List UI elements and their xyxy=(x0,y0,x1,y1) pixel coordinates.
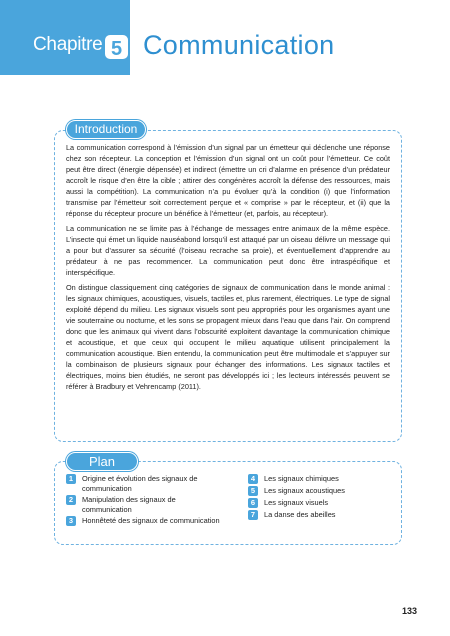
plan-number-badge: 7 xyxy=(248,510,258,520)
plan-item xyxy=(66,495,226,514)
plan-item-label: Les signaux visuels xyxy=(264,498,329,507)
introduction-paragraph: On distingue classiquement cinq catégories de signaux de communication dans le monde animal : les signaux chimiques, acoustiques, visuels, tactiles et, plus rarement, électriques. Le type de signal exploité dépend du milieu. Les signaux visuels sont peu appropriés pour les organismes ayant une vie souterraine ou nocturne, et les sons se propagent mieux dans l’eau que dans l’air. On comprend donc que les animaux qui vivent dans l’obscurité exploitent davantage la communication chimique et acoustique, et que ceux qui occupent le milieu aquatique utilisent principalement la communication acoustique. Bien entendu, la communication peut être multimodale et s’appuyer sur la combinaison de plusieurs signaux pour échanger des informations. Les signaux tactiles et électriques, moins bien étudiés, ne seront pas développés ici ; les lecteurs intéressés peuvent se référer à Bradbury et Vehrencamp (2011). xyxy=(66,283,390,391)
introduction-paragraph: La communication correspond à l’émission d’un signal par un émetteur qui déclenche une réponse chez son récepteur. La conception et l’émission d’un signal ont un coût pour l’émetteur. Ce coût peut être direct (énergie dépensée) et indirect (émettre un cri d’alarme en présence d’un prédateur accroît le risque d’en être la cible ; attirer des congénères accroît la défense des ressources, mais aussi la compétition). La communication n’a pu évoluer qu’à la condition (i) que l’information transmise par l’émetteur soit correctement perçue et « comprise » par le récepteur, et (ii) que la réponse du récepteur procure un bénéfice à l’émetteur (et, parfois, au récepteur). xyxy=(66,143,390,218)
introduction-paragraph: La communication ne se limite pas à l’échange de messages entre animaux de la même espèce. L’insecte qui émet un liquide nauséabond lorsqu’il est attaqué par un oiseau délivre un message qui a pour but d’assurer sa sécurité (l’oiseau recrache sa proie), et éventuellement d’apprendre au prédateur à ne pas recommencer. La communication peut donc être intraspécifique et interspécifique. xyxy=(66,224,390,277)
plan-list-right xyxy=(248,474,388,522)
plan-item xyxy=(66,474,226,493)
plan-item xyxy=(248,510,388,520)
plan-number-badge: 5 xyxy=(248,486,258,496)
plan-item-label: Origine et évolution des signaux de communication xyxy=(82,474,198,493)
plan-item-label: Honnêteté des signaux de communication xyxy=(82,516,220,525)
introduction-text xyxy=(66,142,390,396)
plan-number-badge: 3 xyxy=(66,516,76,526)
plan-list-left xyxy=(66,474,226,528)
chapter-title: Communication xyxy=(143,30,335,60)
chapter-number-badge: 5 xyxy=(103,33,130,61)
plan-tag: Plan xyxy=(66,452,138,471)
plan-item-label: Les signaux chimiques xyxy=(264,474,339,483)
plan-item xyxy=(66,516,226,526)
plan-item-label: La danse des abeilles xyxy=(264,510,336,519)
plan-item-label: Les signaux acoustiques xyxy=(264,486,345,495)
introduction-tag: Introduction xyxy=(66,120,146,139)
plan-number-badge: 4 xyxy=(248,474,258,484)
page-number: 133 xyxy=(402,606,418,616)
plan-item xyxy=(248,474,388,484)
plan-number-badge: 1 xyxy=(66,474,76,484)
plan-number-badge: 2 xyxy=(66,495,76,505)
plan-number-badge: 6 xyxy=(248,498,258,508)
plan-item xyxy=(248,486,388,496)
plan-item-label: Manipulation des signaux de communication xyxy=(82,495,176,514)
chapter-label: Chapitre xyxy=(33,34,103,55)
plan-item xyxy=(248,498,388,508)
